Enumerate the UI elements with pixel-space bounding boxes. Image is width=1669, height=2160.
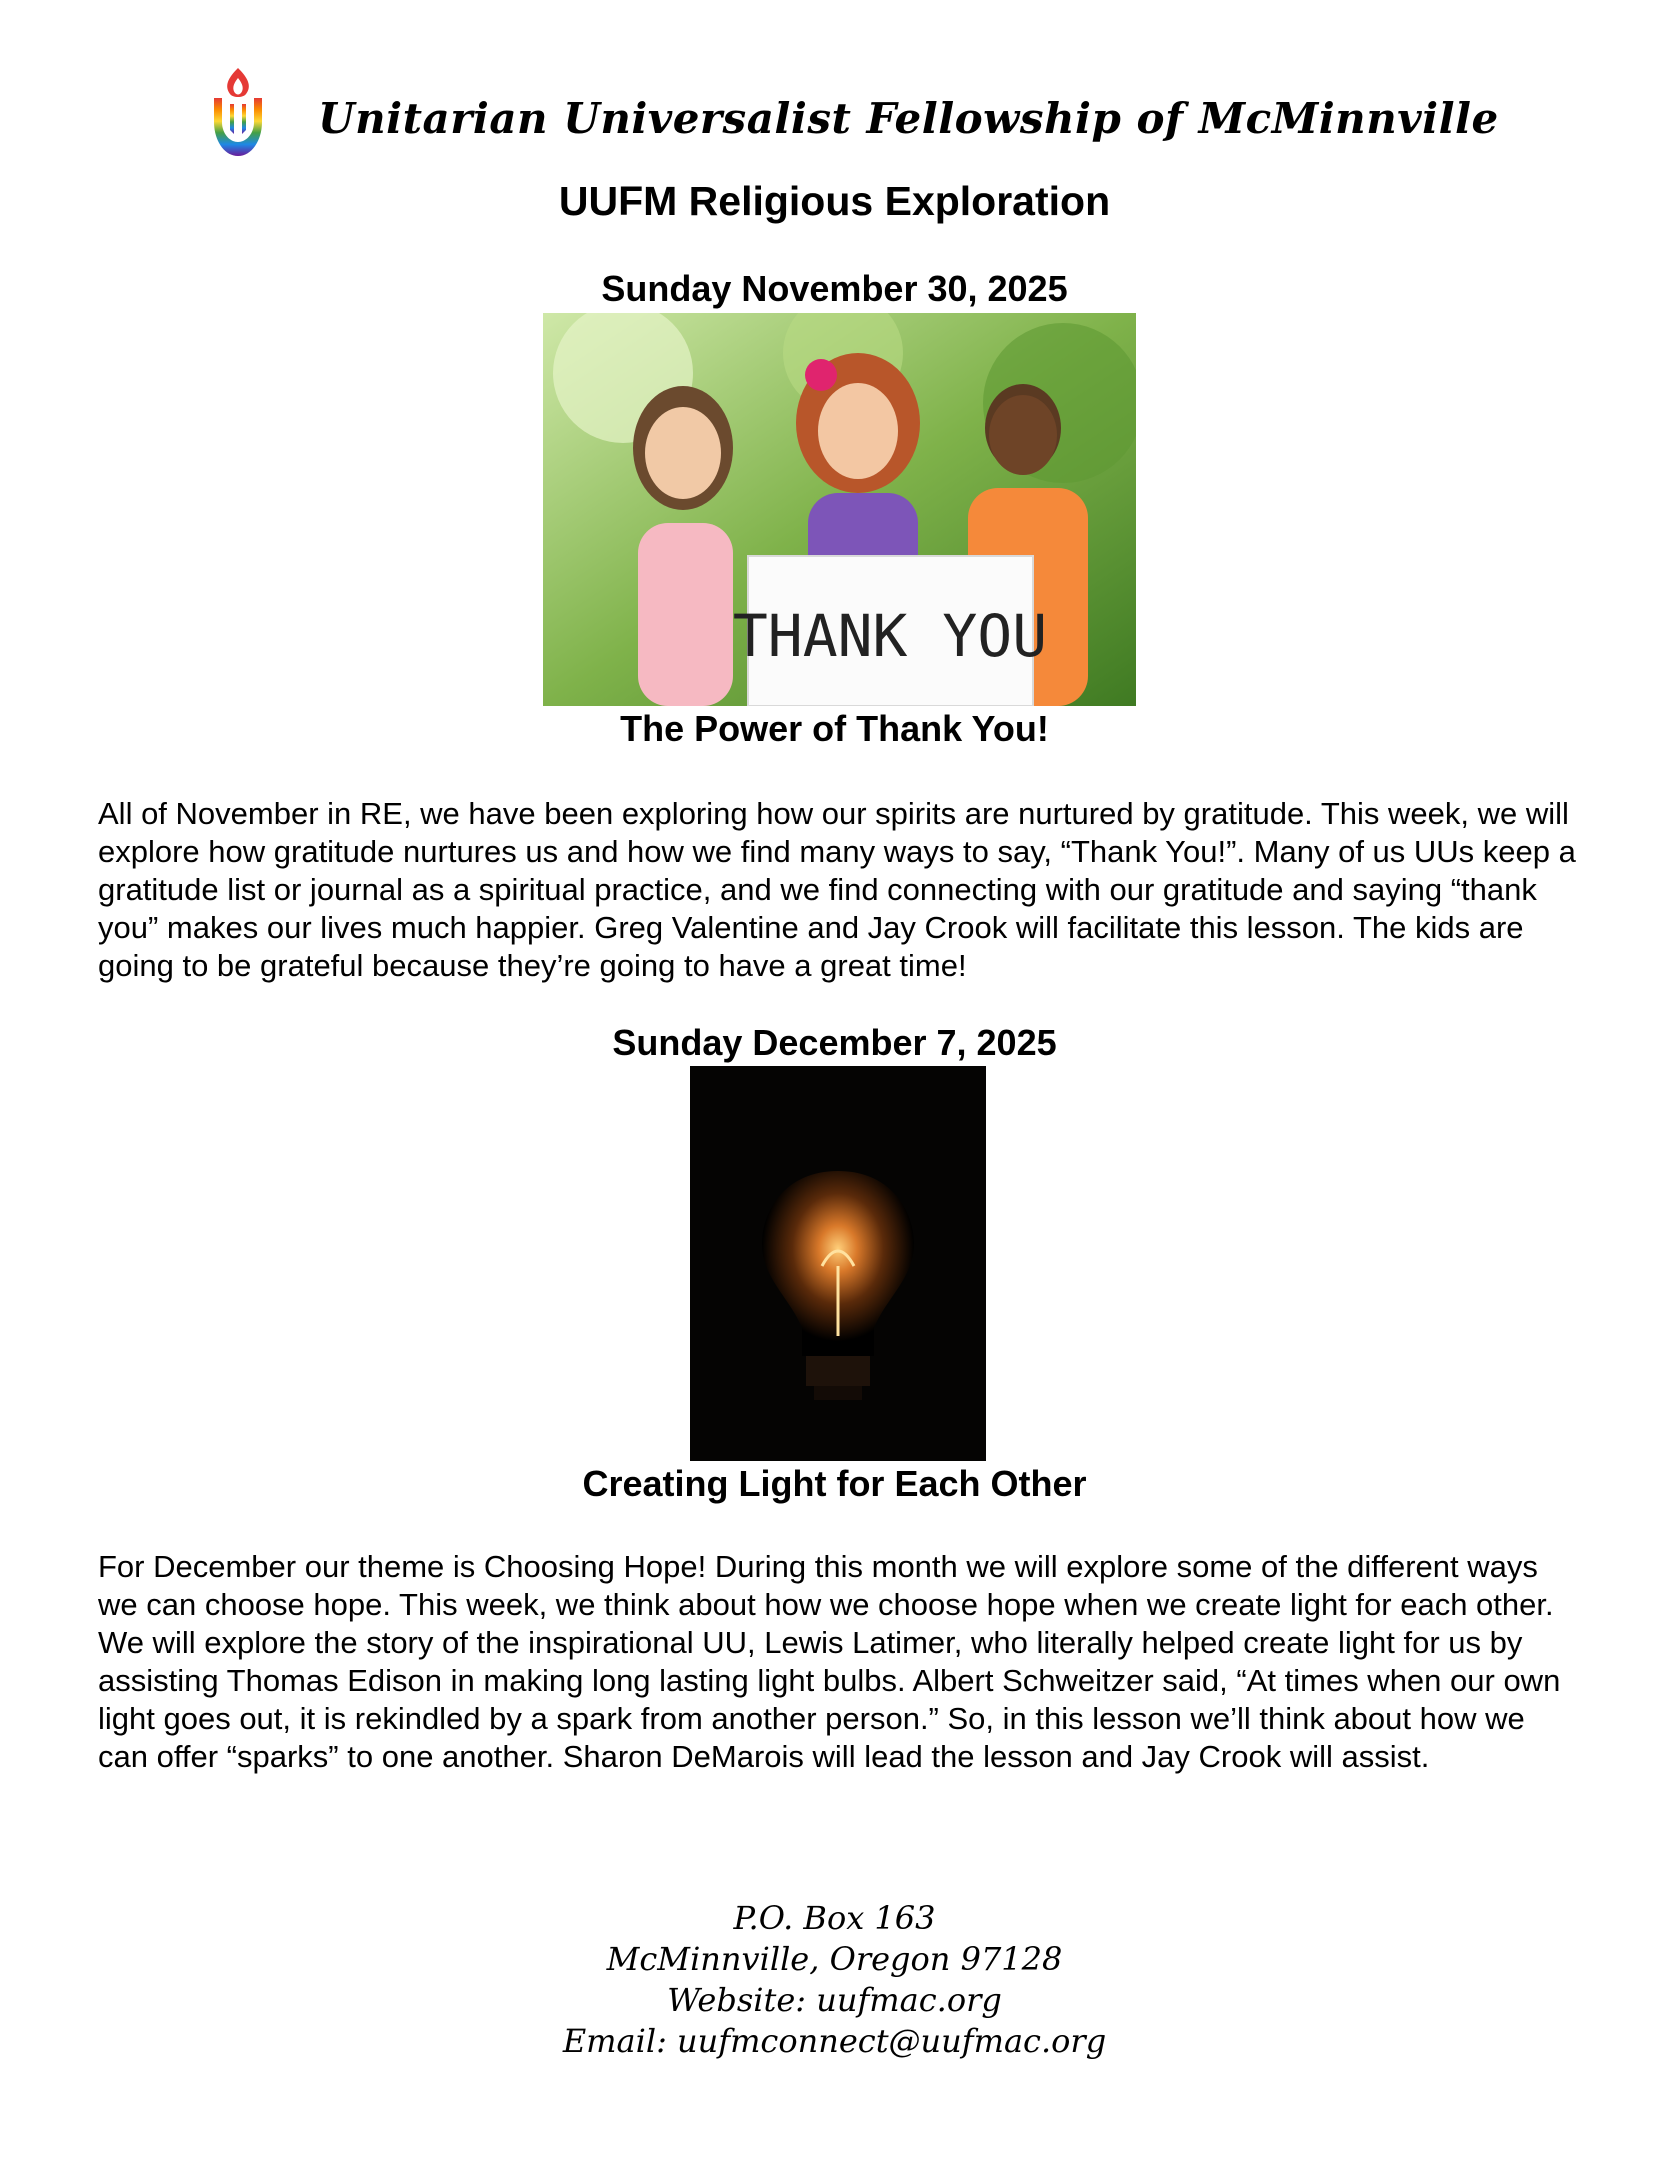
email-text: Email: uufmconnect@uufmac.org: [562, 2022, 1107, 2060]
sign-text: THANK YOU: [732, 602, 1048, 670]
lesson-description: All of November in RE, we have been exploring how our spirits are nurtured by gratitude. This week, we will explore how gratitude nurtures us and how we find many ways to say, “Thank You!”. Many of us UUs keep a gratitude list or journal as a spiritual practice, and we find connecting with our gratitude and saying “thank you” makes our lives much happier. Greg Valentine and Jay Crook will facilitate this lesson. The kids are going to be grateful because they’re going to have a great time!: [98, 796, 1576, 983]
lesson-description: For December our theme is Choosing Hope! During this month we will explore some of the different ways we can choose hope. This week, we think about how we choose hope when we create light for each other. We will explore the story of the inspirational UU, Lewis Latimer, who literally helped create light for us by assisting Thomas Edison in making long lasting light bulbs. Albert Schweitzer said, “At times when our own light goes out, it is rekindled by a spark from another person.” So, in this lesson we’ll think about how we can offer “sparks” to one another. Sharon DeMarois will lead the lesson and Jay Crook will assist.: [98, 1549, 1561, 1774]
contact-info: [0, 1898, 1669, 2062]
lesson-date: Sunday December 7, 2025: [612, 1022, 1057, 1063]
flaming-chalice-icon: [200, 64, 276, 164]
website-text: Website: uufmac.org: [667, 1981, 1002, 2019]
org-name: Unitarian Universalist Fellowship of McMinnville: [318, 94, 1499, 143]
page-title: UUFM Religious Exploration: [558, 178, 1111, 224]
lesson-title: The Power of Thank You!: [620, 708, 1049, 749]
lesson-date: Sunday November 30, 2025: [601, 268, 1068, 309]
po-box: P.O. Box 163: [733, 1899, 936, 1937]
glowing-light-bulb-photo: [690, 1066, 986, 1461]
letterhead: [200, 64, 1500, 174]
city-address: McMinnville, Oregon 97128: [606, 1940, 1063, 1978]
children-thank-you-photo: [543, 313, 1136, 706]
lesson-title: Creating Light for Each Other: [582, 1463, 1087, 1504]
